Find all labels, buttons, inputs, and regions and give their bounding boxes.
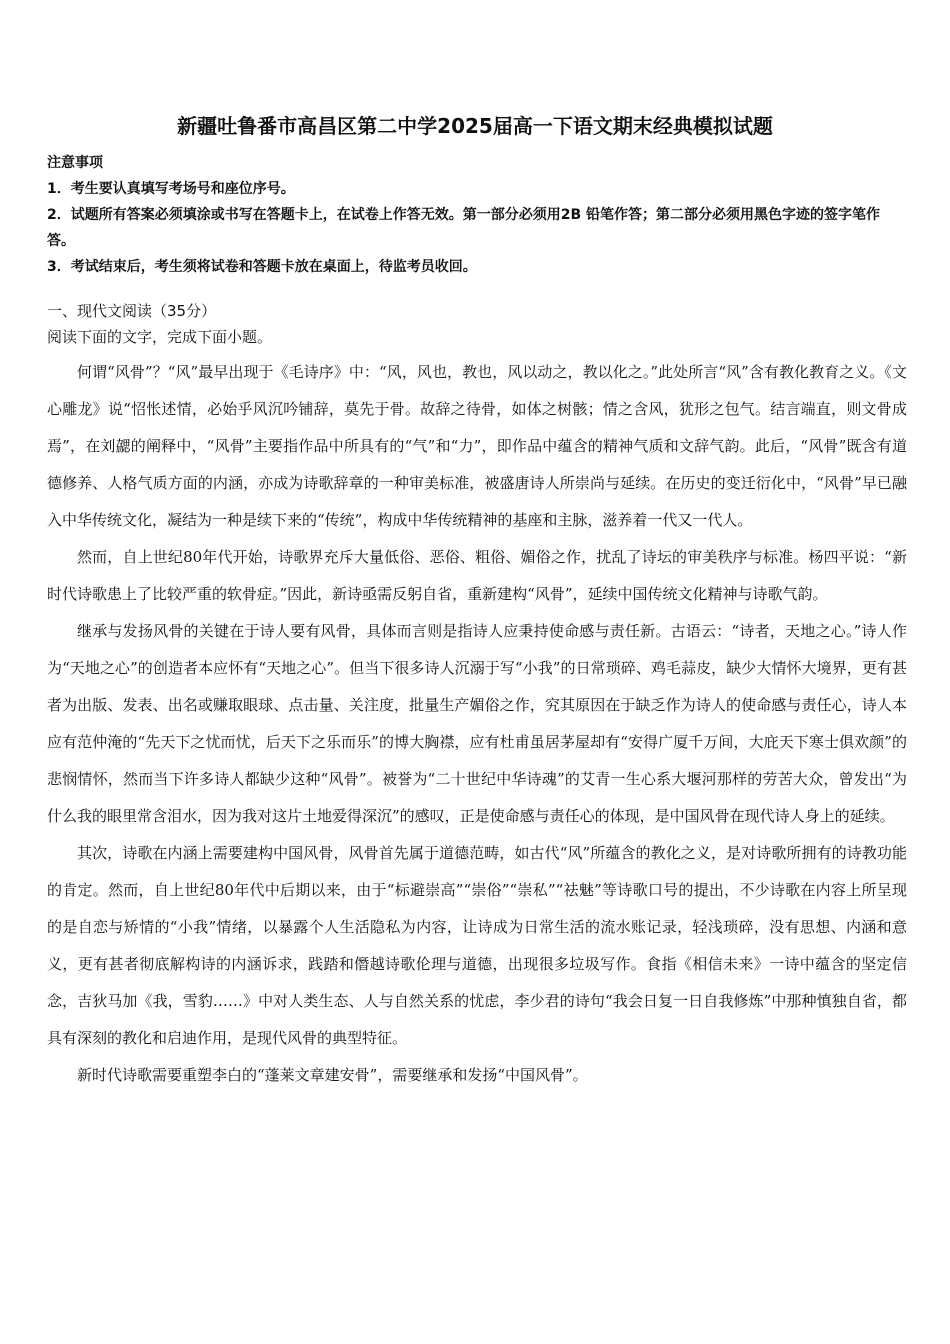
notice-heading: 注意事项: [47, 155, 103, 171]
passage-paragraph: 何谓“风骨”？“风”最早出现于《毛诗序》中：“风，风也，教也，风以动之，教以化之。”此处所言“风”含有教化教育之义。《文心雕龙》说“怊怅述情，必始乎风沉吟铺辞，莫先于骨。故辞之待骨，如体之树骸；情之含风，犹形之包气。结言端直，则文骨成焉”，在刘勰的阐释中，“风骨”主要指作品中所具有的“气”和“力”，即作品中蕴含的精神气质和文辞气韵。此后，“风骨”既含有道德修养、人格气质方面的内涵，亦成为诗歌辞章的一种审美标准，被盛唐诗人所崇尚与延续。在历史的变迁衍化中，“风骨”早已融入中华传统文化，凝结为一种是续下来的“传统”，构成中华传统精神的基座和主脉，滋养着一代又一代人。: [47, 363, 907, 529]
notice-item: 1．考生要认真填写考场号和座位序号。: [47, 181, 295, 197]
passage-paragraph: 其次，诗歌在内涵上需要建构中国风骨，风骨首先属于道德范畴，如古代“风”所蕴含的教化之义，是对诗歌所拥有的诗教功能的肯定。然而，自上世纪80年代中后期以来，由于“标避崇高”“崇俗”“崇私”“祛魅”等诗歌口号的提出，不少诗歌在内容上所呈现的是自恋与矫情的“小我”情绪，以暴露个人生活隐私为内容，让诗成为日常生活的流水账记录，轻浅琐碎，没有思想、内涵和意义，更有甚者彻底解构诗的内涵诉求，践踏和僭越诗歌伦理与道德，出现很多垃圾写作。食指《相信未来》一诗中蕴含的坚定信念，吉狄马加《我，雪豹……》中对人类生态、人与自然关系的忧虑，李少君的诗句“我会日复一日自我修炼”中那种慎独自省，都具有深刻的教化和启迪作用，是现代风骨的典型特征。: [47, 844, 907, 1047]
passage-paragraph: 新时代诗歌需要重塑李白的“蓬莱文章建安骨”，需要继承和发扬“中国风骨”。: [77, 1066, 588, 1084]
section-instruction: 阅读下面的文字，完成下面小题。: [47, 328, 273, 346]
exam-title: 新疆吐鲁番市高昌区第二中学2025届高一下语文期末经典模拟试题: [177, 114, 773, 138]
notice-block: [47, 150, 907, 280]
section-heading: 一、现代文阅读（35分）: [47, 302, 217, 320]
passage-paragraph: 然而，自上世纪80年代开始，诗歌界充斥大量低俗、恶俗、粗俗、媚俗之作，扰乱了诗坛的审美秩序与标准。杨四平说：“新时代诗歌患上了比较严重的软骨症。”因此，新诗亟需反躬自省，重新建构“风骨”，延续中国传统文化精神与诗歌气韵。: [47, 548, 907, 603]
notice-item: 2．试题所有答案必须填涂或书写在答题卡上，在试卷上作答无效。第一部分必须用2B 铅笔作答；第二部分必须用黑色字迹的签字笔作答。: [47, 207, 881, 249]
passage-paragraph: 继承与发扬风骨的关键在于诗人要有风骨，具体而言则是指诗人应秉持使命感与责任新。古语云：“诗者，天地之心。”诗人作为“天地之心”的创造者本应怀有“天地之心”。但当下很多诗人沉溺于写“小我”的日常琐碎、鸡毛蒜皮，缺少大情怀大境界，更有甚者为出版、发表、出名或赚取眼球、点击量、关注度，批量生产媚俗之作，究其原因在于缺乏作为诗人的使命感与责任心，诗人本应有范仲淹的“先天下之忧而忧，后天下之乐而乐”的博大胸襟，应有杜甫虽居茅屋却有“安得广厦千万间，大庇天下寒士俱欢颜”的悲悯情怀，然而当下许多诗人都缺少这种“风骨”。被誉为“二十世纪中华诗魂”的艾青一生心系大堰河那样的劳苦大众，曾发出“为什么我的眼里常含泪水，因为我对这片土地爱得深沉”的感叹，正是使命感与责任心的体现，是中国风骨在现代诗人身上的延续。: [47, 622, 907, 825]
section-header: [47, 298, 907, 350]
notice-item: 3．考试结束后，考生须将试卷和答题卡放在桌面上，待监考员收回。: [47, 259, 477, 275]
reading-passage: [47, 354, 907, 1094]
